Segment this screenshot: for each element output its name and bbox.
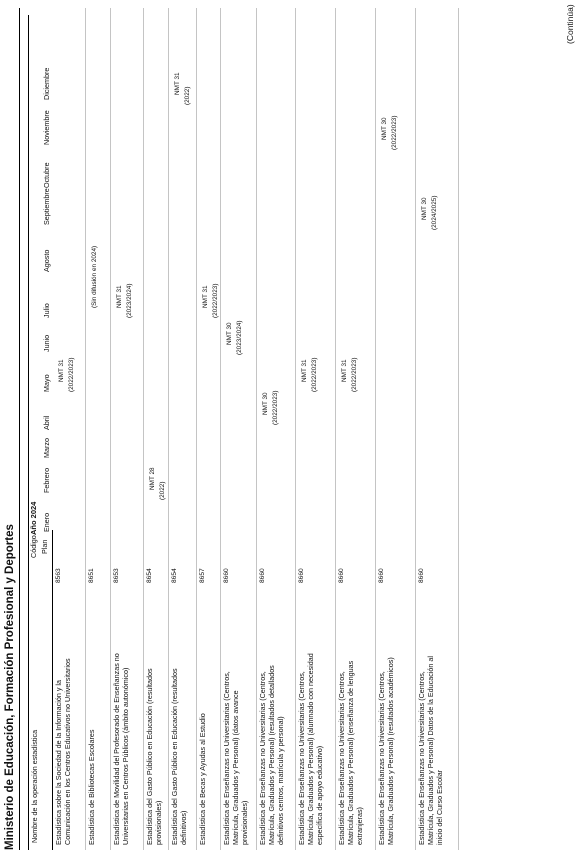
- month-header-10: Octubre: [42, 162, 51, 188]
- col-name-header: Nombre de la operación estadística: [30, 729, 39, 843]
- row-11-name: Estadística de Enseñanzas no Universitarias (Centros, Matrícula, Graduados y Personal) Datos de la Educación al inicio del Curso Escolar: [417, 656, 444, 845]
- month-header-12: Diciembre: [42, 67, 51, 100]
- row-separator: [220, 8, 221, 850]
- row-separator: [415, 8, 416, 850]
- row-9-code: 8660: [338, 568, 345, 583]
- rule-header-2: [52, 530, 53, 850]
- continued-label: (Continúa): [565, 4, 575, 44]
- row-separator: [143, 8, 144, 850]
- col-code-header-2: Plan: [40, 539, 49, 554]
- row-0-name: Estadística sobre la Sociedad de la Información y la Comunicación en los Centros Educativos no Universitarios: [54, 658, 72, 845]
- month-header-8: Agosto: [42, 249, 51, 272]
- row-separator: [256, 8, 257, 850]
- rule-top: [19, 8, 20, 850]
- row-9-entry-line2: (2022/2023): [351, 357, 358, 392]
- row-11-entry-line2: (2024/2025): [431, 195, 438, 230]
- row-6-entry-line2: (2023/2024): [236, 320, 243, 355]
- row-9-entry-line1: NMT 31: [341, 359, 348, 382]
- year-header: Año 2024: [29, 501, 38, 535]
- row-4-entry-line1: NMT 31: [174, 72, 181, 95]
- col-code-header: Código: [29, 535, 38, 558]
- row-2-entry-line1: NMT 31: [116, 285, 123, 308]
- month-header-9: Septiembre: [42, 188, 51, 225]
- row-2-code: 8653: [113, 568, 120, 583]
- row-7-entry-line2: (2022/2023): [272, 390, 279, 425]
- month-header-11: Noviembre: [42, 110, 51, 145]
- row-3-name: Estadística del Gasto Público en Educación (resultados provisionales): [145, 668, 163, 845]
- ministry-title: Ministerio de Educación, Formación Profesional y Deportes: [4, 524, 16, 850]
- row-1-entry-line1: (Sin difusión en 2024): [91, 245, 98, 308]
- month-header-4: Abril: [42, 415, 51, 430]
- row-separator: [295, 8, 296, 850]
- row-5-name: Estadística de Becas y Ayudas al Estudio: [198, 713, 207, 845]
- row-10-entry-line1: NMT 30: [381, 117, 388, 140]
- row-3-entry-line2: (2022): [159, 481, 166, 500]
- rule-header-1: [28, 15, 29, 850]
- row-separator: [375, 8, 376, 850]
- month-header-5: Mayo: [42, 374, 51, 392]
- row-10-name: Estadística de Enseñanzas no Universitarias (Centros, Matrícula, Graduados y Personal) (resultados académicos): [377, 657, 395, 845]
- row-7-name: Estadística de Enseñanzas no Universitarias (Centros, Matrícula, Graduados y Personal) (resultados detallados definitivos centros, matrícula y personal): [258, 665, 285, 845]
- row-8-entry-line2: (2022/2023): [311, 357, 318, 392]
- row-separator: [196, 8, 197, 850]
- row-separator: [458, 8, 459, 850]
- row-separator: [110, 8, 111, 850]
- month-header-2: Febrero: [42, 467, 51, 493]
- row-separator: [168, 8, 169, 850]
- row-4-name: Estadística del Gasto Público en Educación (resultados definitivos): [170, 668, 188, 845]
- month-header-1: Enero: [42, 512, 51, 532]
- month-header-3: Marzo: [42, 438, 51, 458]
- row-1-code: 8651: [88, 568, 95, 583]
- row-8-entry-line1: NMT 31: [301, 359, 308, 382]
- row-6-entry-line1: NMT 30: [226, 322, 233, 345]
- month-header-7: Julio: [42, 303, 51, 318]
- row-0-entry-line2: (2022/2023): [68, 357, 75, 392]
- row-8-code: 8660: [298, 568, 305, 583]
- row-8-name: Estadística de Enseñanzas no Universitarias (Centros, Matrícula, Graduados y Personal) (alumnado con necesidad específica de apoyo educativo): [297, 653, 324, 845]
- row-4-code: 8654: [171, 568, 178, 583]
- row-2-entry-line2: (2023/2024): [126, 283, 133, 318]
- row-1-name: Estadística de Bibliotecas Escolares: [87, 729, 96, 845]
- row-separator: [85, 8, 86, 850]
- row-3-code: 8654: [146, 568, 153, 583]
- row-3-entry-line1: NMT 28: [149, 467, 156, 490]
- row-6-code: 8660: [223, 568, 230, 583]
- row-9-name: Estadística de Enseñanzas no Universitarias (Centros, Matrícula, Graduados y Personal) (enseñanza de lenguas extranjeras): [337, 660, 364, 845]
- row-5-entry-line2: (2022/2023): [212, 283, 219, 318]
- row-5-entry-line1: NMT 31: [202, 285, 209, 308]
- row-separator: [335, 8, 336, 850]
- month-header-6: Junio: [42, 334, 51, 352]
- row-7-code: 8660: [259, 568, 266, 583]
- row-6-name: Estadística de Enseñanzas no Universitarias (Centros, Matrícula, Graduados y Personal) (datos avance provisionales): [222, 671, 249, 845]
- row-0-code: 8563: [55, 568, 62, 583]
- row-2-name: Estadística de Movilidad del Profesorado de Enseñanzas no Universitarias en Centros Públicos (ámbito autonómico): [112, 653, 130, 845]
- row-10-code: 8660: [378, 568, 385, 583]
- row-7-entry-line1: NMT 30: [262, 392, 269, 415]
- row-4-entry-line2: (2022): [184, 86, 191, 105]
- row-5-code: 8657: [199, 568, 206, 583]
- row-0-entry-line1: NMT 31: [58, 359, 65, 382]
- row-11-code: 8660: [418, 568, 425, 583]
- row-10-entry-line2: (2022/2023): [391, 115, 398, 150]
- row-11-entry-line1: NMT 30: [421, 197, 428, 220]
